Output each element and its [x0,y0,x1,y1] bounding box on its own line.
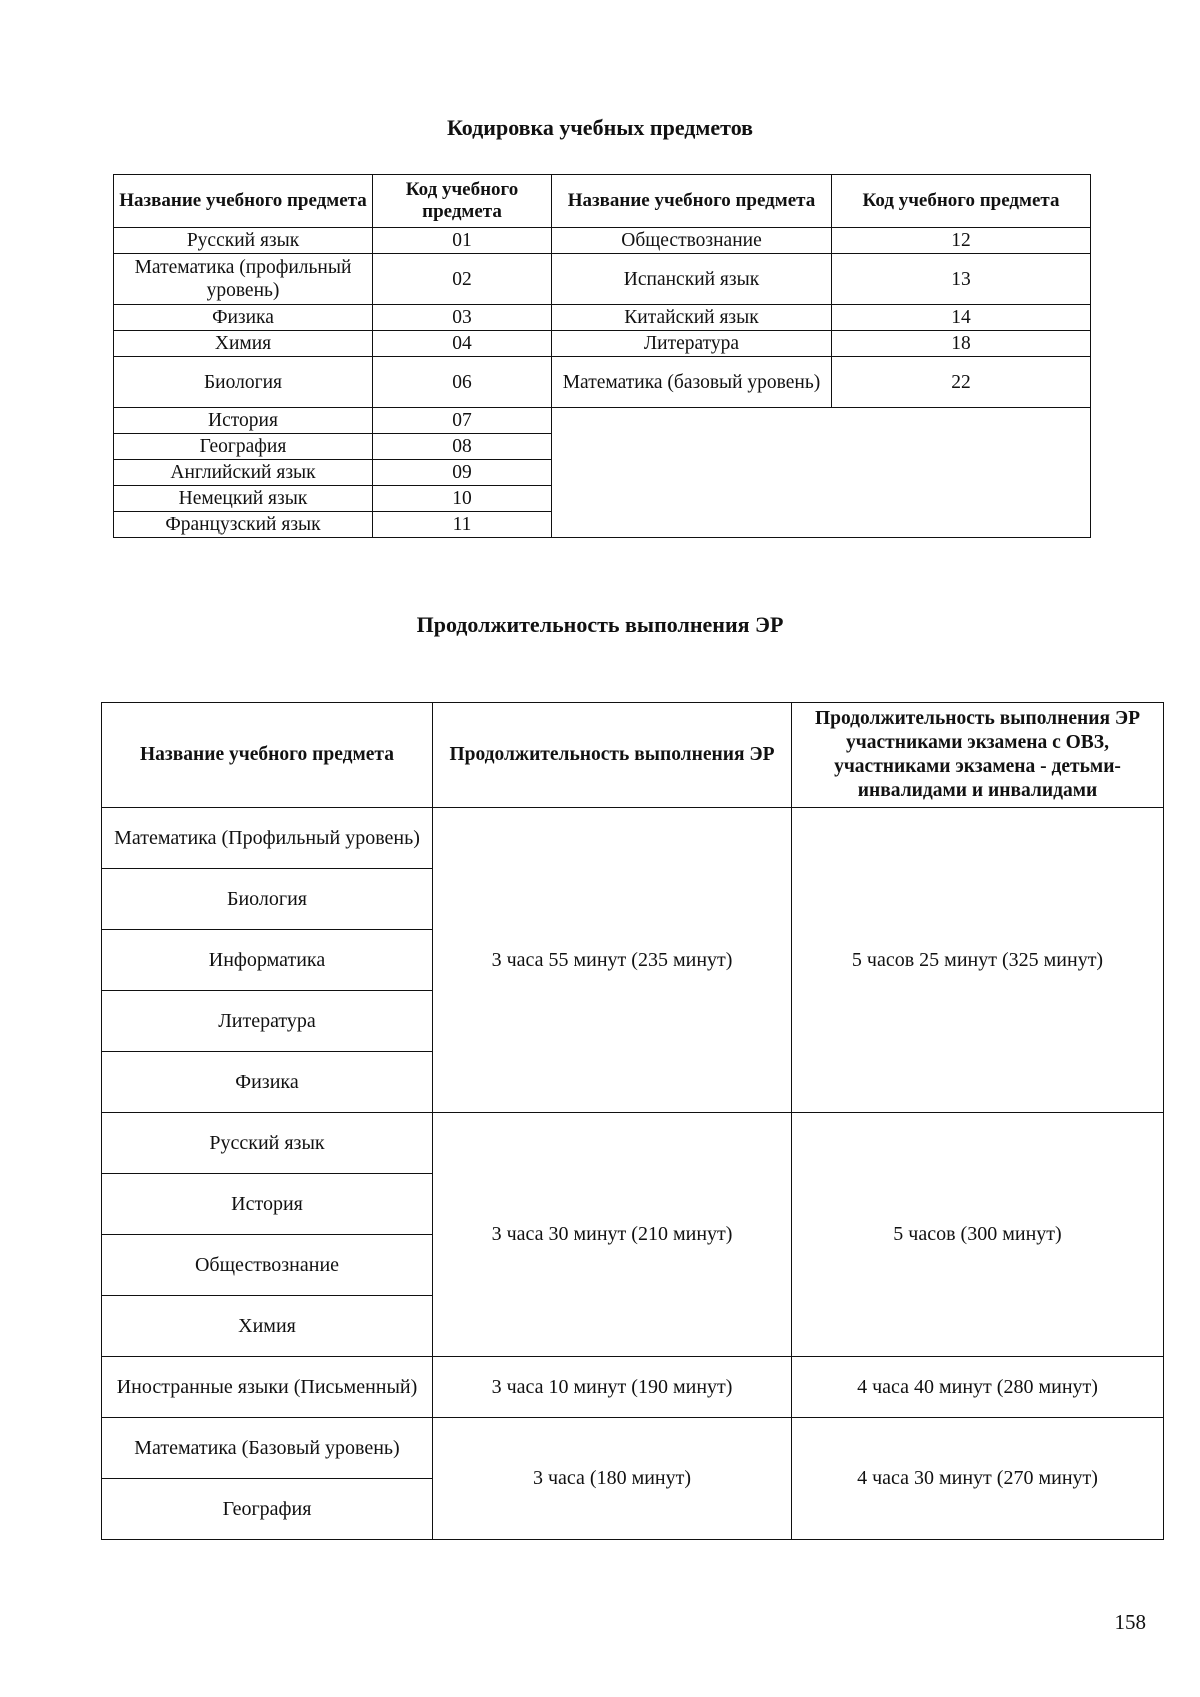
exam-duration-table [101,702,1164,1540]
subject-codes-table [113,174,1091,538]
duration-cell: 3 часа 30 минут (210 минут) [433,1113,792,1357]
table-row [114,357,1091,408]
subject-name: Русский язык [102,1113,433,1174]
subject-name: Биология [102,869,433,930]
table-row [102,808,1164,869]
subject-code: 09 [373,460,552,486]
duration-ovz-cell: 4 часа 40 минут (280 минут) [792,1357,1164,1418]
subject-name: Физика [114,305,373,331]
subject-code: 11 [373,512,552,538]
header-subject-code-left: Код учебного предмета [373,175,552,228]
subject-code: 06 [373,357,552,408]
duration-cell: 3 часа 55 минут (235 минут) [433,808,792,1113]
subject-name: Математика (профильный уровень) [114,254,373,305]
subject-code: 12 [832,228,1091,254]
subject-code: 14 [832,305,1091,331]
header-subject-name: Название учебного предмета [102,703,433,808]
subject-code: 10 [373,486,552,512]
subject-name: Информатика [102,930,433,991]
subject-code: 01 [373,228,552,254]
subject-name: Математика (базовый уровень) [552,357,832,408]
subject-name: География [114,434,373,460]
subject-name: Испанский язык [552,254,832,305]
subject-code: 13 [832,254,1091,305]
subject-name: География [102,1479,433,1540]
subject-name: Химия [102,1296,433,1357]
duration-table-title: Продолжительность выполнения ЭР [416,612,784,637]
subject-code: 08 [373,434,552,460]
subject-name: Математика (Профильный уровень) [102,808,433,869]
duration-ovz-cell: 4 часа 30 минут (270 минут) [792,1418,1164,1540]
subject-name: Китайский язык [552,305,832,331]
subject-code: 03 [373,305,552,331]
subject-name: Обществознание [102,1235,433,1296]
subject-code: 22 [832,357,1091,408]
subject-code: 18 [832,331,1091,357]
subject-name: Русский язык [114,228,373,254]
empty-cell [552,408,1091,538]
subject-name: Литература [102,991,433,1052]
table-row [114,331,1091,357]
subject-name: Математика (Базовый уровень) [102,1418,433,1479]
header-duration-ovz: Продолжительность выполнения ЭР участниками экзамена с ОВЗ, участниками экзамена - детьми-инвалидами и инвалидами [792,703,1164,808]
subject-name: Английский язык [114,460,373,486]
duration-header-row [102,703,1164,808]
header-subject-name-left: Название учебного предмета [114,175,373,228]
table-row [102,1418,1164,1479]
table-row [114,254,1091,305]
duration-ovz-cell: 5 часов (300 минут) [792,1113,1164,1357]
subject-code: 07 [373,408,552,434]
subject-name: Французский язык [114,512,373,538]
duration-ovz-cell: 5 часов 25 минут (325 минут) [792,808,1164,1113]
header-subject-name-right: Название учебного предмета [552,175,832,228]
table-row [102,1357,1164,1418]
subject-name: Физика [102,1052,433,1113]
duration-cell: 3 часа (180 минут) [433,1418,792,1540]
subject-name: Немецкий язык [114,486,373,512]
table-row [114,305,1091,331]
page-number: 158 [1114,1610,1146,1634]
table-row [114,228,1091,254]
header-duration: Продолжительность выполнения ЭР [433,703,792,808]
codes-table-title: Кодировка учебных предметов [446,115,754,140]
table-row [114,408,1091,434]
subject-name: Биология [114,357,373,408]
duration-cell: 3 часа 10 минут (190 минут) [433,1357,792,1418]
subject-name: Химия [114,331,373,357]
table-row [102,1113,1164,1174]
subject-name: Обществознание [552,228,832,254]
subject-code: 04 [373,331,552,357]
subject-name: История [114,408,373,434]
subject-code: 02 [373,254,552,305]
header-subject-code-right: Код учебного предмета [832,175,1091,228]
subject-name: Литература [552,331,832,357]
codes-header-row [114,175,1091,228]
subject-name: Иностранные языки (Письменный) [102,1357,433,1418]
subject-name: История [102,1174,433,1235]
